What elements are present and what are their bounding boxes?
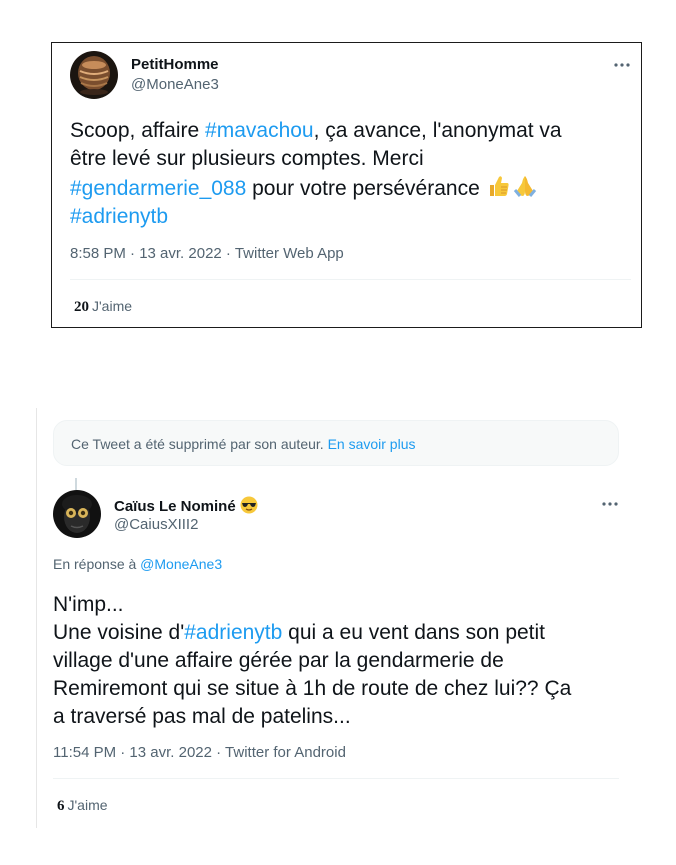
likes-count[interactable] [57, 797, 108, 815]
divider [70, 279, 631, 280]
text-segment: a traversé pas mal de patelins... [53, 705, 351, 728]
text-segment: village d'une affaire gérée par la gendarmerie de [53, 649, 504, 672]
text-segment: Scoop, affaire [70, 119, 206, 142]
reply-prefix: En réponse à [53, 556, 141, 572]
folded-hands-emoji [512, 173, 538, 199]
thumbs-up-emoji [486, 173, 512, 199]
likes-number: 20 [74, 299, 89, 315]
author-handle[interactable]: @MoneAne3 [131, 76, 219, 93]
avatar-image [70, 51, 118, 99]
avatar-image [53, 490, 101, 538]
reply-mention-link[interactable]: @MoneAne3 [140, 556, 223, 572]
deleted-notice-text: Ce Tweet a été supprimé par son auteur. [71, 436, 328, 452]
tweet-text [70, 117, 630, 231]
hashtag-link[interactable]: #gendarmerie_088 [70, 177, 247, 200]
text-segment: Remiremont qui se situe à 1h de route de chez lui?? Ça [53, 677, 572, 700]
learn-more-link[interactable]: En savoir plus [327, 436, 416, 452]
text-segment: qui a eu vent dans son petit [282, 621, 546, 644]
tweet-timestamp[interactable]: 8:58 PM · 13 avr. 2022 · Twitter Web App [70, 245, 344, 262]
sunglasses-emoji [240, 496, 258, 518]
thread-line [75, 478, 77, 490]
deleted-tweet-notice [53, 420, 619, 466]
likes-number: 6 [57, 798, 65, 814]
text-segment: Une voisine d' [53, 621, 185, 644]
avatar[interactable] [70, 51, 118, 99]
tweet-card-1[interactable] [51, 42, 642, 328]
author-name[interactable] [114, 496, 258, 518]
more-horizontal-icon[interactable] [612, 55, 632, 75]
text-segment: N'imp... [53, 593, 124, 616]
hashtag-link[interactable]: #adrienytb [70, 205, 169, 228]
likes-label: J'aime [67, 797, 108, 813]
author-handle[interactable]: @CaiusXIII2 [114, 516, 199, 533]
divider [53, 778, 619, 779]
likes-count[interactable] [74, 298, 132, 316]
tweet-text [53, 591, 623, 731]
hashtag-link[interactable]: #mavachou [205, 119, 314, 142]
likes-label: J'aime [92, 298, 133, 314]
text-segment: , ça avance, l'anonymat va [313, 119, 562, 142]
hashtag-link[interactable]: #adrienytb [184, 621, 283, 644]
more-horizontal-icon[interactable] [600, 494, 620, 514]
author-name[interactable]: PetitHomme [131, 56, 219, 73]
text-segment: être levé sur plusieurs comptes. Merci [70, 147, 424, 170]
avatar[interactable] [53, 490, 101, 538]
tweet-timestamp[interactable]: 11:54 PM · 13 avr. 2022 · Twitter for Android [53, 744, 346, 761]
text-segment: pour votre persévérance [246, 177, 486, 200]
reply-context [53, 556, 222, 572]
tweet-card-2[interactable] [36, 408, 632, 828]
author-name-text: Caïus Le Nominé [114, 498, 236, 515]
